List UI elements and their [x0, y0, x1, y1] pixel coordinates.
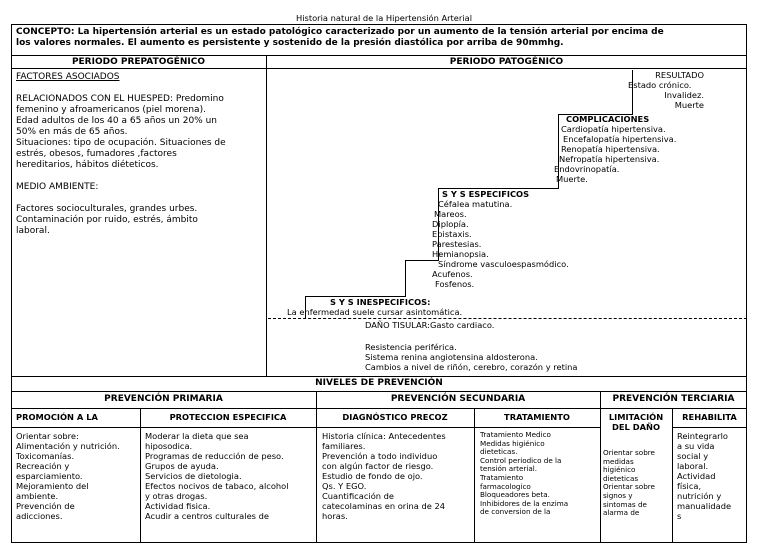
cell-line: Control periodico de la — [480, 455, 562, 465]
cell-line: Cuantificación de — [322, 491, 395, 501]
huesped-line: hereditarios, hábitos diéteticos. — [16, 160, 159, 170]
concepto-line-1: CONCEPTO: La hipertensión arterial es un estado patológico caracterizado por un aumento de la tensión arterial por encima de — [16, 27, 664, 37]
cell-line: tensión arterial. — [480, 464, 538, 474]
complicacion-item: Renopatía hipertensiva. — [561, 144, 660, 154]
medio-title: MEDIO AMBIENTE: — [16, 182, 99, 192]
cell-line: Actividad fisica. — [145, 501, 211, 511]
resistencia-list — [365, 342, 578, 372]
horizonte-clinico — [268, 318, 747, 319]
cell-line: a su vida — [677, 441, 715, 451]
cell-diagnostico — [322, 431, 472, 521]
cell-line: Toxicomanías. — [16, 451, 75, 461]
prevencion-terciaria: PREVENCIÓN TERCIARIA — [612, 394, 735, 404]
cell-line: Grupos de ayuda. — [145, 461, 219, 471]
cell-line: manualidade — [677, 501, 732, 511]
resultado-item: Muerte — [674, 100, 704, 110]
cell-line: y otras drogas. — [145, 491, 208, 501]
cell-line: Estudio de fondo de ojo. — [322, 471, 423, 481]
cell-line: horas. — [322, 511, 348, 521]
cell-line: medidas — [603, 456, 634, 466]
cell-line: alarma de — [603, 508, 640, 518]
huesped-line: RELACIONADOS CON EL HUESPED: Predomino — [16, 94, 224, 104]
cell-line: social y — [677, 451, 709, 461]
cell-line: dieteticas — [603, 473, 639, 483]
cell-line: dieteticas. — [480, 447, 518, 457]
cell-line: ambiente. — [16, 491, 59, 501]
cell-line: con algún factor de riesgo. — [322, 461, 434, 471]
cell-line: sintomas de — [603, 499, 647, 509]
cell-line: higiénico — [603, 465, 636, 475]
cell-line: laboral. — [677, 461, 709, 471]
limitacion-header — [600, 412, 672, 432]
cell-line: adicciones. — [16, 511, 63, 521]
huesped-list — [16, 94, 264, 171]
medio-list — [16, 204, 264, 237]
cell-line: Orientar sobre — [603, 449, 655, 457]
limitacion-header-line: LIMITACIÓN — [608, 412, 664, 422]
complicacion-item: Muerte. — [556, 174, 588, 184]
cell-line: Orientar sobre — [603, 482, 655, 492]
cell-line: Tratamiento — [480, 472, 524, 482]
proteccion-header: PROTECCION ESPECIFICA — [169, 412, 287, 422]
medio-line: Factores socioculturales, grandes urbes. — [16, 204, 198, 214]
cell-line: hiposodica. — [145, 441, 193, 451]
especifico-item: Síndrome vasculoespasmódico. — [438, 259, 569, 269]
cell-promocion — [16, 431, 138, 521]
cell-line: Actividad — [677, 471, 716, 481]
cell-line: Reintegrarlo — [677, 431, 728, 441]
limitacion-header-line: DEL DAÑO — [611, 422, 661, 432]
concepto — [16, 27, 744, 49]
complicaciones-title: COMPLICACIONES — [566, 114, 650, 124]
especifico-item: Parestesias. — [432, 239, 482, 249]
promocion-header: PROMOCIÓN A LA — [16, 412, 98, 422]
niveles-header: NIVELES DE PREVENCIÓN — [315, 378, 443, 388]
cell-line: Bloqueadores beta. — [480, 490, 550, 500]
cell-limitacion — [603, 449, 671, 518]
prepatogenico-content — [16, 72, 264, 237]
cell-line: nutrición y — [677, 491, 722, 501]
cell-line: de conversion de la — [480, 507, 551, 517]
resultado-title: RESULTADO — [655, 70, 704, 80]
especifico-item: Acufenos. — [432, 269, 473, 279]
inespecificos-title: S Y S INESPECIFICOS: — [330, 297, 431, 307]
huesped-line: Edad adultos de los 40 a 65 años un 20% un — [16, 116, 217, 126]
cell-line: Servicios de dietologia. — [145, 471, 242, 481]
cell-line: Prevención de — [16, 501, 75, 511]
resultado-item: Estado crónico. — [628, 80, 692, 90]
especifico-item: Epistaxis. — [432, 229, 472, 239]
cell-line: Moderar la dieta que sea — [145, 431, 249, 441]
complicaciones-list — [554, 124, 677, 184]
especifico-item: Céfalea matutina. — [438, 199, 513, 209]
complicacion-item: Endovrinopatía. — [554, 164, 620, 174]
cell-line: Alimentación y nutrición. — [16, 441, 120, 451]
huesped-line: femenino y afroamericanos (piel morena). — [16, 105, 206, 115]
factores-title: FACTORES ASOCIADOS — [16, 72, 120, 82]
especifico-item: Mareos. — [434, 209, 467, 219]
cell-line: Mejoramiento del — [16, 481, 89, 491]
dano-tisular: DAÑO TISULAR:Gasto cardiaco. — [365, 320, 495, 330]
diagnostico-header: DIAGNÓSTICO PRECOZ — [342, 412, 448, 422]
cell-line: Recreación y — [16, 461, 70, 471]
complicacion-item: Nefropatía hipertensiva. — [559, 154, 660, 164]
cell-line: Qs. Y EGO. — [322, 481, 367, 491]
resistencia-item: Cambios a nivel de riñón, cerebro, corazón y retina — [365, 362, 578, 372]
cell-line: Orientar sobre: — [16, 431, 79, 441]
cell-line: Tratamiento Medico — [480, 431, 551, 439]
cell-line: Medidas higiénico — [480, 438, 545, 448]
especifico-item: Diplopía. — [432, 219, 469, 229]
especifico-item: Fosfenos. — [435, 279, 475, 289]
cell-rehabilita — [677, 431, 745, 521]
cell-line: esparciamiento. — [16, 471, 83, 481]
cell-line: Efectos nocivos de tabaco, alcohol — [145, 481, 289, 491]
header-prepatogenico: PERIODO PREPATOGÉNICO — [71, 57, 206, 67]
cell-tratamiento — [480, 431, 598, 517]
resistencia-item: Resistencia periférica. — [365, 342, 457, 352]
especificos-title: S Y S ESPECIFICOS — [442, 189, 530, 199]
cell-line: Historia clínica: Antecedentes — [322, 431, 446, 441]
huesped-line: Situaciones: tipo de ocupación. Situaciones de — [16, 138, 226, 148]
medio-line: Contaminación por ruido, estrés, ámbito — [16, 215, 198, 225]
prevencion-secundaria: PREVENCIÓN SECUNDARIA — [390, 394, 526, 404]
complicacion-item: Cardiopatía hipertensiva. — [561, 124, 666, 134]
page-title: Historia natural de la Hipertensión Arterial — [295, 13, 473, 23]
cell-line: catecolaminas en orina de 24 — [322, 501, 446, 511]
header-patogenico: PERIODO PATOGÉNICO — [449, 57, 564, 67]
huesped-line: 50% en más de 65 años. — [16, 127, 128, 137]
cell-line: física, — [677, 481, 702, 491]
resultado — [628, 70, 704, 110]
cell-line: Inhibidores de la enzima — [480, 498, 569, 508]
cell-line: s — [677, 511, 682, 521]
inespecificos-text: La enfermedad suele cursar asintomática. — [287, 307, 463, 317]
cell-line: signos y — [603, 490, 633, 500]
cell-line: farmacologico — [480, 481, 531, 491]
especificos-list — [432, 199, 569, 289]
concepto-line-2: los valores normales. El aumento es persistente y sostenido de la presión diastólica por arriba de 90mmhg. — [16, 38, 564, 48]
cell-line: familiares. — [322, 441, 366, 451]
cell-line: Acudir a centros culturales de — [145, 511, 270, 521]
medio-line: laboral. — [16, 226, 50, 236]
rehabilita-header: REHABILITA — [682, 412, 737, 422]
cell-line: Prevención a todo individuo — [322, 451, 438, 461]
prevencion-primaria: PREVENCIÓN PRIMARIA — [104, 394, 223, 404]
especifico-item: Hemianopsia. — [432, 249, 489, 259]
resultado-item: Invalidez. — [664, 90, 704, 100]
cell-proteccion — [145, 431, 315, 521]
huesped-line: estrés, obesos, fumadores ,factores — [16, 149, 177, 159]
complicacion-item: Encefalopatía hipertensiva. — [563, 134, 677, 144]
resistencia-item: Sistema renina angiotensina aldosterona. — [365, 352, 538, 362]
tratamiento-header: TRATAMIENTO — [504, 412, 570, 422]
cell-line: Programas de reducción de peso. — [145, 451, 284, 461]
